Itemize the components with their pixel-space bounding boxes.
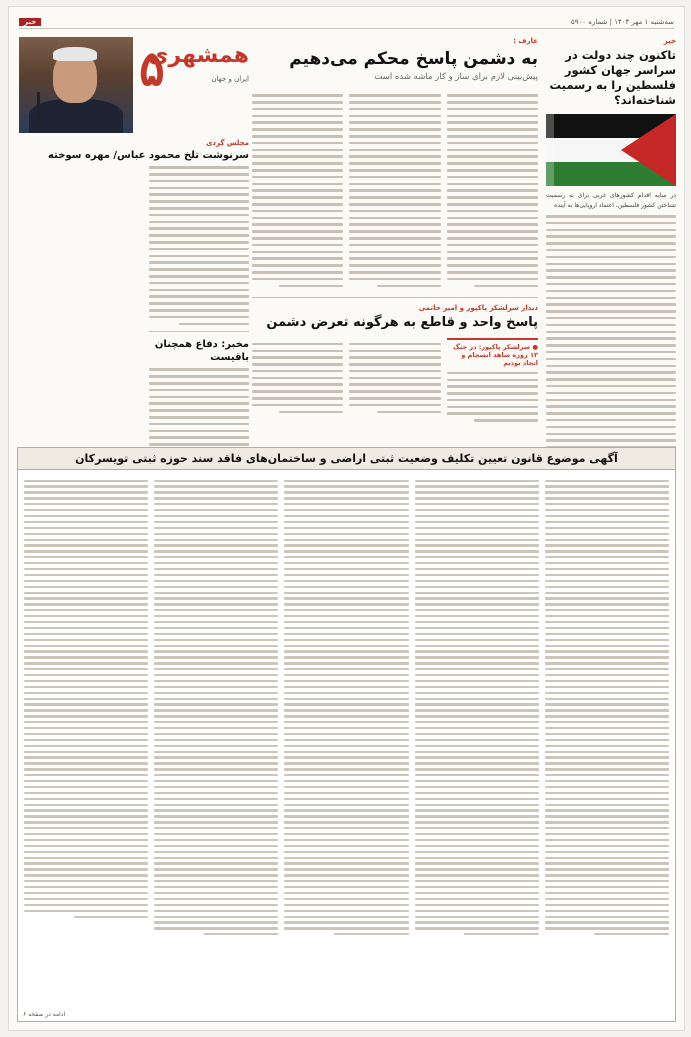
- center-column: [252, 37, 538, 426]
- masthead-section: ایران و جهان: [211, 75, 249, 83]
- section-tag: خبر: [19, 18, 41, 26]
- left-headline-2[interactable]: مخبر: دفاع همچنان باقیست: [154, 339, 249, 364]
- divider: [149, 331, 249, 332]
- center-tag: عارف :: [513, 37, 538, 45]
- main-headline[interactable]: به دشمن پاسخ محکم می‌دهیم: [289, 49, 538, 69]
- notice-column: [545, 476, 669, 1011]
- left-column: [19, 37, 249, 491]
- notice-column: [154, 476, 278, 1011]
- paper-name: همشهری: [148, 43, 249, 68]
- main-subhead: پیش‌بینی لازم برای ساز و کار ماشه شده است: [374, 72, 538, 82]
- inset-quote: ● سرلشکر پاکپور: در جنگ ۱۲ روزه شاهد انسجام و اتحاد بودیم: [447, 338, 538, 367]
- right-column: [546, 37, 676, 480]
- notice-column: [24, 476, 148, 1011]
- palestine-flag-photo: [546, 114, 676, 186]
- speaker-portrait: [19, 37, 133, 133]
- left-body-1: [149, 166, 249, 325]
- divider: [252, 297, 538, 298]
- notice-column: [415, 476, 539, 1011]
- second-article-body: [252, 338, 538, 426]
- second-headline[interactable]: پاسخ واحد و قاطع به هرگونه تعرض دشمن: [266, 315, 538, 331]
- notice-column: [284, 476, 408, 1011]
- continued-note: ادامه در صفحه ۶: [23, 1011, 66, 1018]
- right-body: [546, 215, 676, 476]
- left-headline-1[interactable]: سرنوشت تلخ محمود عباس/ مهره سوخته: [48, 150, 249, 161]
- left-tag: مجلس گردی: [205, 139, 249, 147]
- page-number: ۵: [139, 41, 165, 97]
- main-article-body: [252, 90, 538, 291]
- newspaper-page: [8, 6, 685, 1031]
- second-tag: دیدار سرلشکر پاکپور و امیر حاتمی: [418, 304, 538, 313]
- issue-date: سه‌شنبه ۱ مهر ۱۴۰۴ | شماره ۵۹۰۰: [571, 17, 674, 26]
- notice-title: آگهی موضوع قانون تعیین تکلیف وضعیت ثبتی اراضی و ساختمان‌های فاقد سند حوزه ثبتی تویسرکان: [18, 448, 675, 470]
- newspaper-logo: [139, 37, 249, 133]
- right-headline[interactable]: تاکنون چند دولت در سراسر جهان کشور فلسطین را به رسمیت شناخته‌اند؟: [549, 48, 676, 107]
- legal-notice: [17, 447, 676, 1022]
- right-caption: در سایه اقدام کشورهای غربی برای به رسمیت شناختن کشور فلسطین، اعتماد اروپایی‌ها به آینده: [546, 192, 676, 209]
- right-tag: خبر: [663, 37, 676, 45]
- notice-body: [18, 470, 675, 1017]
- masthead: [19, 37, 249, 133]
- top-bar: [19, 15, 674, 29]
